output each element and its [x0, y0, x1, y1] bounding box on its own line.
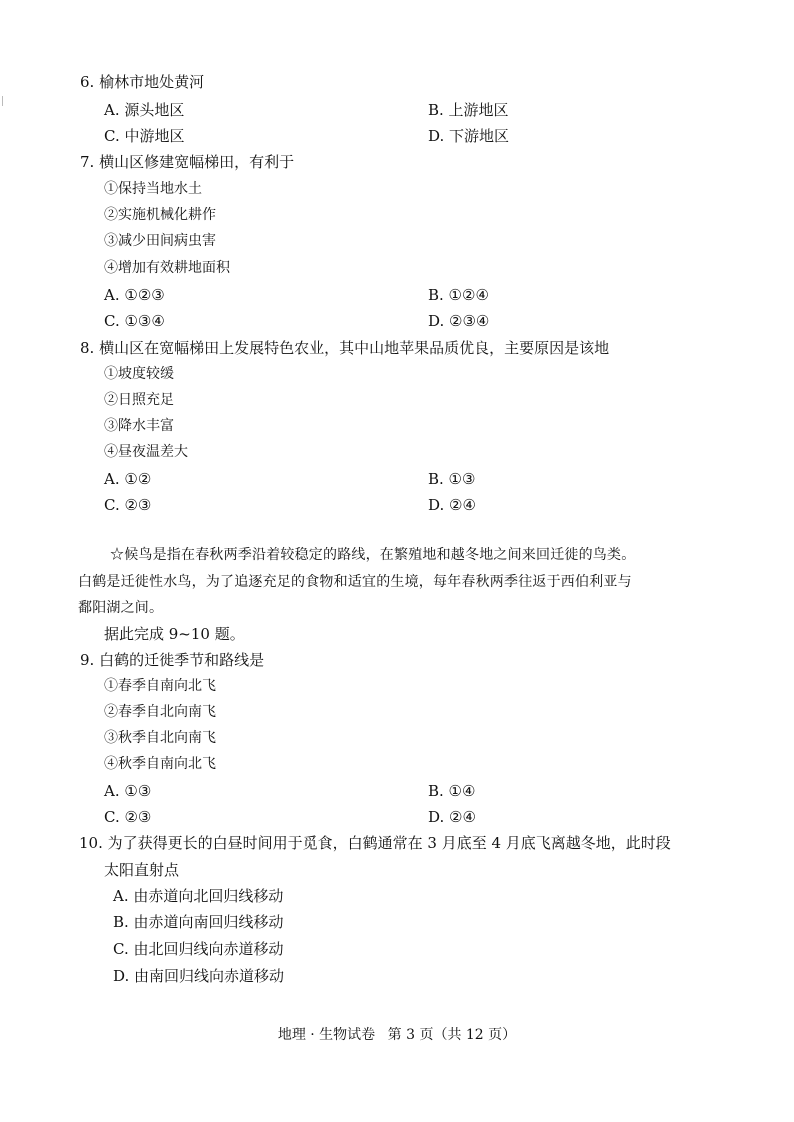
question-8-statement-2: ②日照充足: [104, 392, 174, 408]
question-9-option-a: A. ①③: [104, 782, 152, 800]
question-10-option-d: D. 由南回归线向赤道移动: [113, 967, 285, 985]
question-9-option-c: C. ②③: [104, 808, 152, 826]
question-10-option-a: A. 由赤道向北回归线移动: [113, 887, 284, 905]
question-8-option-c: C. ②③: [104, 496, 152, 514]
question-8-option-d: D. ②④: [428, 496, 476, 514]
question-6-option-b: B. 上游地区: [428, 101, 509, 119]
question-7-stem: 7. 横山区修建宽幅梯田，有利于: [80, 153, 295, 171]
question-7-statement-4: ④增加有效耕地面积: [104, 260, 230, 276]
question-6-option-d: D. 下游地区: [428, 127, 510, 145]
question-7-statement-2: ②实施机械化耕作: [104, 207, 216, 223]
question-6-option-c: C. 中游地区: [104, 127, 185, 145]
question-6-option-a: A. 源头地区: [104, 101, 185, 119]
question-7-statement-3: ③减少田间病虫害: [104, 233, 216, 249]
question-7-option-d: D. ②③④: [428, 312, 490, 330]
question-8-statement-4: ④昼夜温差大: [104, 444, 188, 460]
question-9-option-b: B. ①④: [428, 782, 476, 800]
question-9-statement-4: ④秋季自南向北飞: [104, 756, 216, 772]
question-9-statement-3: ③秋季自北向南飞: [104, 730, 216, 746]
question-9-statement-2: ②春季自北向南飞: [104, 704, 216, 720]
question-10-stem-line-1: 10. 为了获得更长的白昼时间用于觅食，白鹤通常在 3 月底至 4 月底飞离越冬地，此时段: [79, 834, 671, 852]
passage-line-1: ☆候鸟是指在春秋两季沿着较稳定的路线，在繁殖地和越冬地之间来回迁徙的鸟类。: [110, 547, 636, 563]
question-7-option-b: B. ①②④: [428, 286, 489, 304]
footer-subject: 地理 · 生物试卷: [277, 1027, 376, 1043]
question-9-stem: 9. 白鹤的迁徙季节和路线是: [80, 651, 265, 669]
passage-line-3: 鄱阳湖之间。: [78, 600, 164, 616]
question-7-statement-1: ①保持当地水土: [104, 181, 202, 197]
question-7-option-c: C. ①③④: [104, 312, 165, 330]
question-8-statement-3: ③降水丰富: [104, 418, 174, 434]
footer-page-number: 第 3 页（共 12 页）: [387, 1027, 517, 1043]
passage-prompt: 据此完成 9~10 题。: [104, 625, 245, 643]
question-10-stem-line-2: 太阳直射点: [104, 861, 180, 879]
question-8-statement-1: ①坡度较缓: [104, 366, 174, 382]
question-10-option-c: C. 由北回归线向赤道移动: [113, 940, 284, 958]
scan-mark: [2, 96, 3, 106]
question-7-option-a: A. ①②③: [104, 286, 165, 304]
question-10-option-b: B. 由赤道向南回归线移动: [113, 913, 284, 931]
passage-line-2: 白鹤是迁徙性水鸟，为了追逐充足的食物和适宜的生境，每年春秋两季往返于西伯利亚与: [78, 574, 632, 590]
question-9-statement-1: ①春季自南向北飞: [104, 678, 216, 694]
question-8-stem: 8. 横山区在宽幅梯田上发展特色农业，其中山地苹果品质优良，主要原因是该地: [80, 339, 610, 357]
question-8-option-b: B. ①③: [428, 470, 476, 488]
question-8-option-a: A. ①②: [104, 470, 152, 488]
question-6-stem: 6. 榆林市地处黄河: [80, 73, 205, 91]
question-9-option-d: D. ②④: [428, 808, 476, 826]
page-footer: [0, 1026, 794, 1044]
